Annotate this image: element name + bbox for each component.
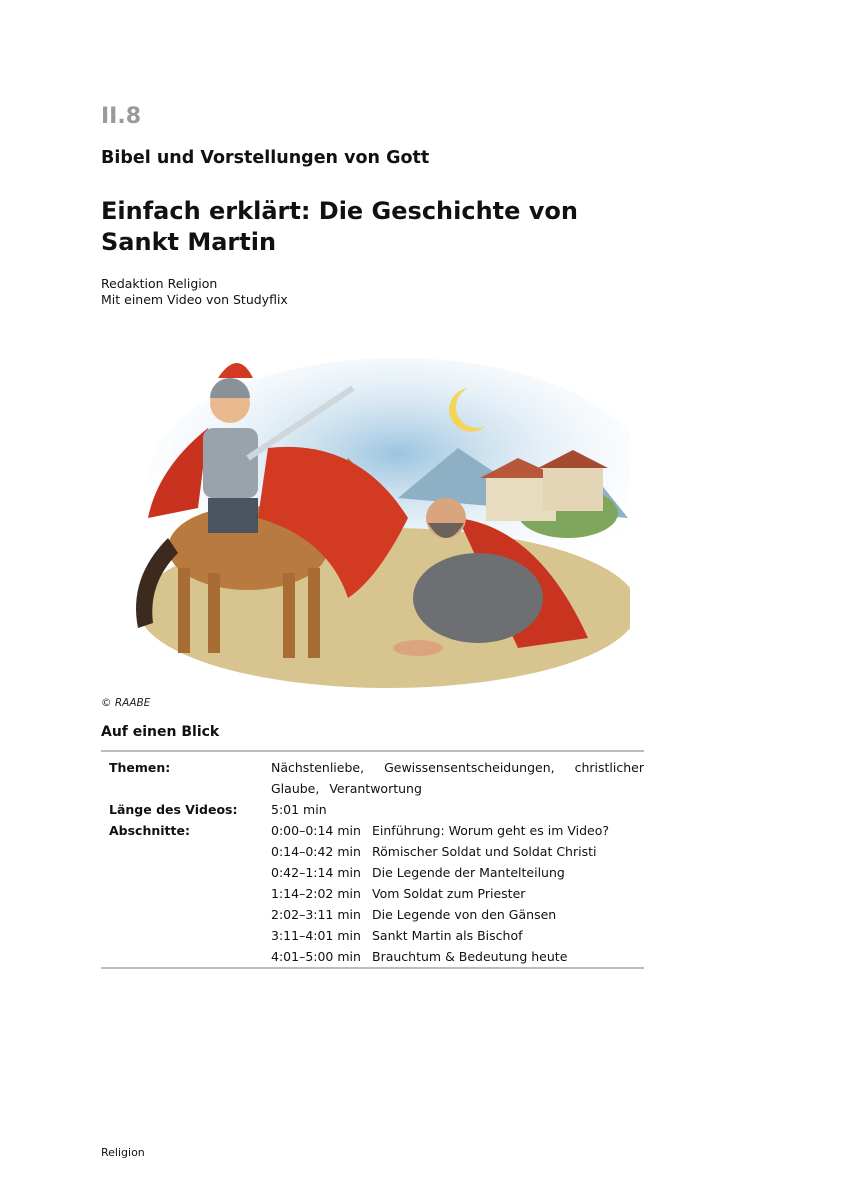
section-time: 0:42–1:14 min — [271, 865, 361, 880]
themes-value: Nächstenliebe, Gewissensentscheidungen, christlicher Glaube, Verantwortung — [271, 760, 644, 796]
section-row — [101, 925, 644, 946]
sections-label — [101, 946, 271, 967]
sections-label: Abschnitte: — [109, 823, 190, 838]
section-row — [101, 862, 644, 883]
length-label: Länge des Videos: — [109, 802, 238, 817]
section-time: 1:14–2:02 min — [271, 886, 361, 901]
section-time: 2:02–3:11 min — [271, 907, 361, 922]
section-row — [101, 883, 644, 904]
section-row — [101, 841, 644, 862]
themes-label: Themen: — [109, 760, 171, 775]
sections-label — [101, 925, 271, 946]
section-title: Die Legende von den Gänsen — [372, 907, 557, 922]
themes-row — [101, 757, 644, 799]
image-credit: © RAABE — [101, 697, 151, 709]
section-heading: Bibel und Vorstellungen von Gott — [101, 148, 430, 168]
section-title: Die Legende der Mantelteilung — [372, 865, 565, 880]
saint-martin-illustration — [118, 348, 630, 690]
section-time: 3:11–4:01 min — [271, 928, 361, 943]
author: Redaktion Religion — [101, 276, 218, 291]
page-title: Einfach erklärt: Die Geschichte von Sankt Martin — [101, 197, 578, 256]
footer-subject: Religion — [101, 1146, 145, 1159]
section-title: Vom Soldat zum Priester — [372, 886, 526, 901]
length-row — [101, 799, 644, 820]
sections-label — [101, 883, 271, 904]
section-time: 0:14–0:42 min — [271, 844, 361, 859]
length-value: 5:01 min — [271, 802, 327, 817]
section-title: Römischer Soldat und Soldat Christi — [372, 844, 597, 859]
section-title: Brauchtum & Bedeutung heute — [372, 949, 568, 964]
sections-label — [101, 904, 271, 925]
section-time: 4:01–5:00 min — [271, 949, 361, 964]
section-row — [101, 820, 644, 841]
at-a-glance-table — [101, 750, 644, 969]
section-row — [101, 946, 644, 967]
sections-label — [101, 862, 271, 883]
section-title: Sankt Martin als Bischof — [372, 928, 523, 943]
section-title: Einführung: Worum geht es im Video? — [372, 823, 610, 838]
chapter-number: II.8 — [101, 104, 142, 129]
video-note: Mit einem Video von Studyflix — [101, 292, 288, 307]
section-time: 0:00–0:14 min — [271, 823, 361, 838]
section-row — [101, 904, 644, 925]
at-a-glance-heading: Auf einen Blick — [101, 724, 220, 740]
sections-label — [101, 841, 271, 862]
